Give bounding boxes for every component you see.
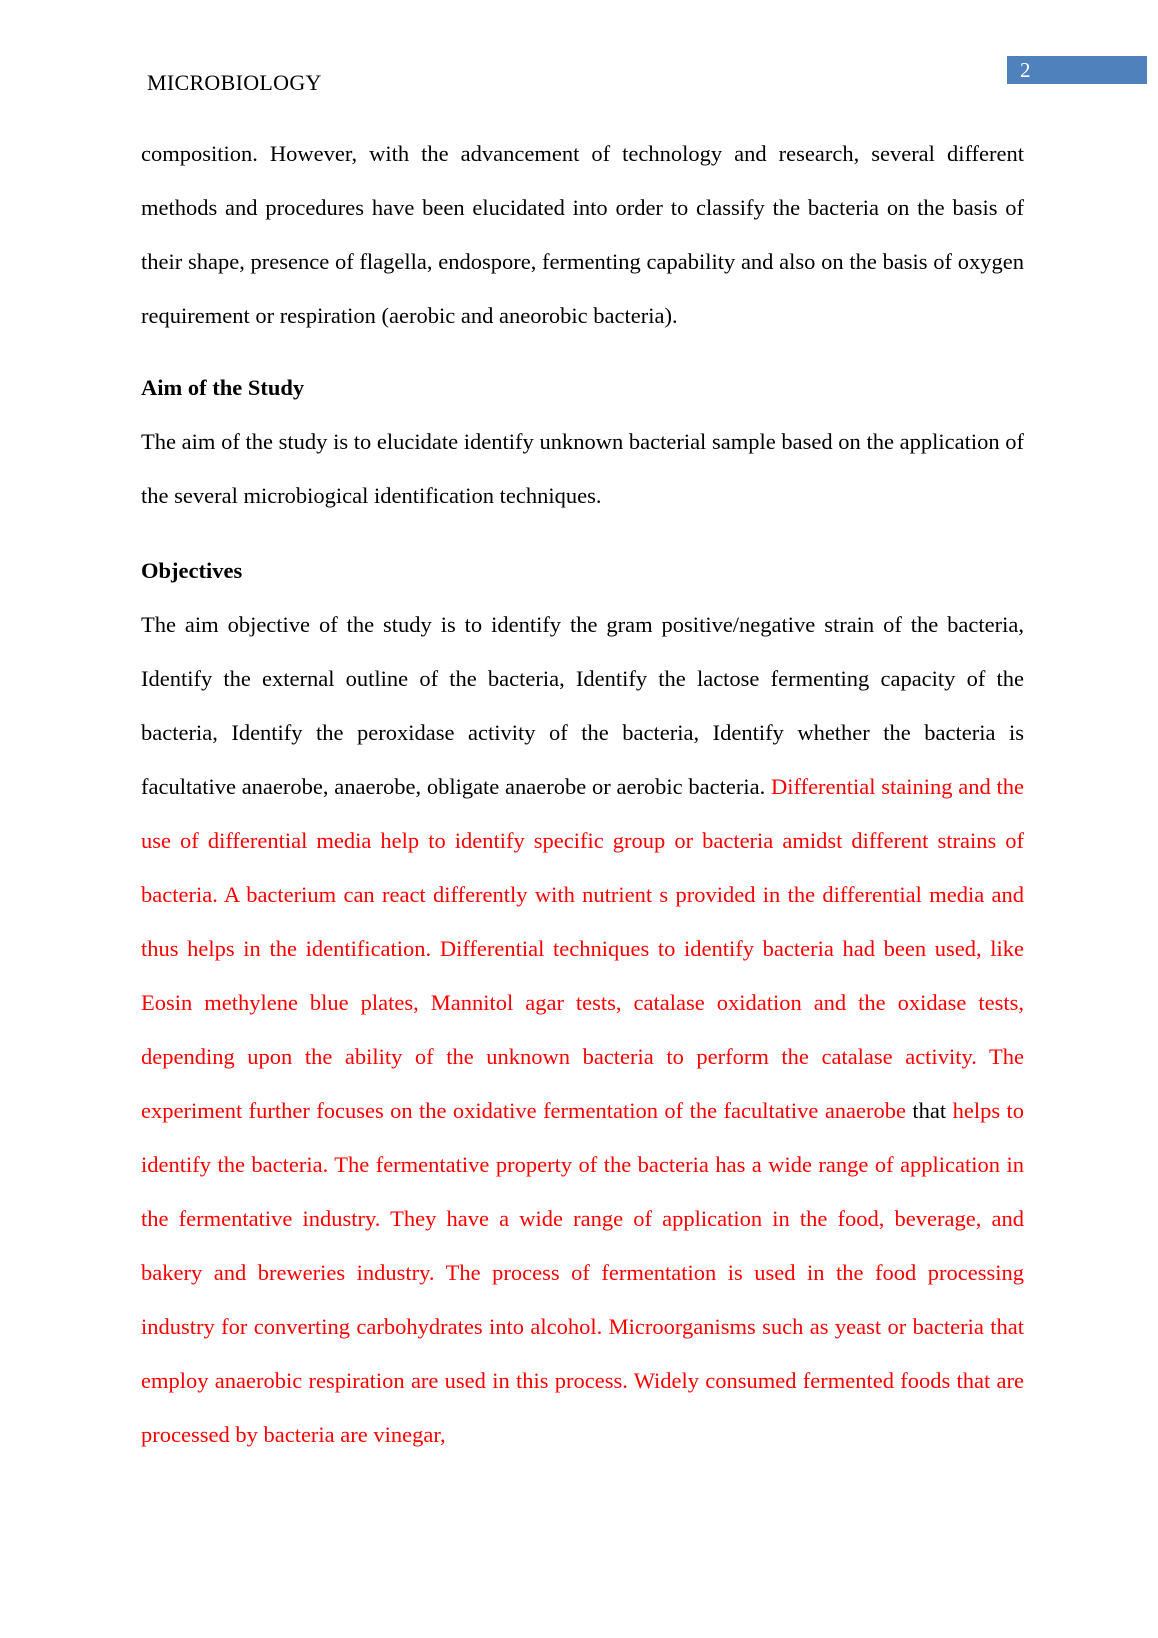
running-head: MICROBIOLOGY xyxy=(147,70,322,95)
highlighted-text-continued: helps to identify the bacteria. The fermentative property of the bacteria has a wide range of application in the fermentative industry. They have a wide range of application in the food, beverage, and bakery and breweries industry. The process of fermentation is used in the food processing industry for converting carbohydrates into alcohol. Microorganisms such as yeast or bacteria that employ anaerobic respiration are used in this process. Widely consumed fermented foods that are processed by bacteria are vinegar, xyxy=(141,1098,1024,1447)
objectives-heading: Objectives xyxy=(141,558,243,583)
intro-paragraph: composition. However, with the advancement of technology and research, several different methods and procedures have been elucidated into order to classify the bacteria on the basis of their shape, presence of flagella, endospore, fermenting capability and also on the basis of oxygen requirement or respiration (aerobic and aneorobic bacteria). xyxy=(141,141,1024,328)
objectives-paragraph xyxy=(141,598,1024,1462)
highlighted-text: Differential staining and the use of differential media help to identify specific group or bacteria amidst different strains of bacteria. A bacterium can react differently with nutrient s provided in the differential media and thus helps in the identification. Differential techniques to identify bacteria had been used, like Eosin methylene blue plates, Mannitol agar tests, catalase oxidation and the oxidase tests, depending upon the ability of the unknown bacteria to perform the catalase activity. The experiment further focuses on the oxidative fermentation of the facultative anaerobe xyxy=(141,774,1024,1123)
aim-heading: Aim of the Study xyxy=(141,375,305,400)
objectives-text: The aim objective of the study is to identify the gram positive/negative strain of the bacteria, Identify the external outline of the bacteria, Identify the lactose fermenting capacity of the bacteria, Identify the peroxidase activity of the bacteria, Identify whether the bacteria is facultative anaerobe, anaerobe, obligate anaerobe or aerobic bacteria. xyxy=(141,612,1024,799)
objectives-connector-text: that xyxy=(906,1098,953,1123)
aim-paragraph: The aim of the study is to elucidate identify unknown bacterial sample based on the application of the several microbiogical identification techniques. xyxy=(141,429,1024,508)
page-number: 2 xyxy=(1007,56,1147,84)
